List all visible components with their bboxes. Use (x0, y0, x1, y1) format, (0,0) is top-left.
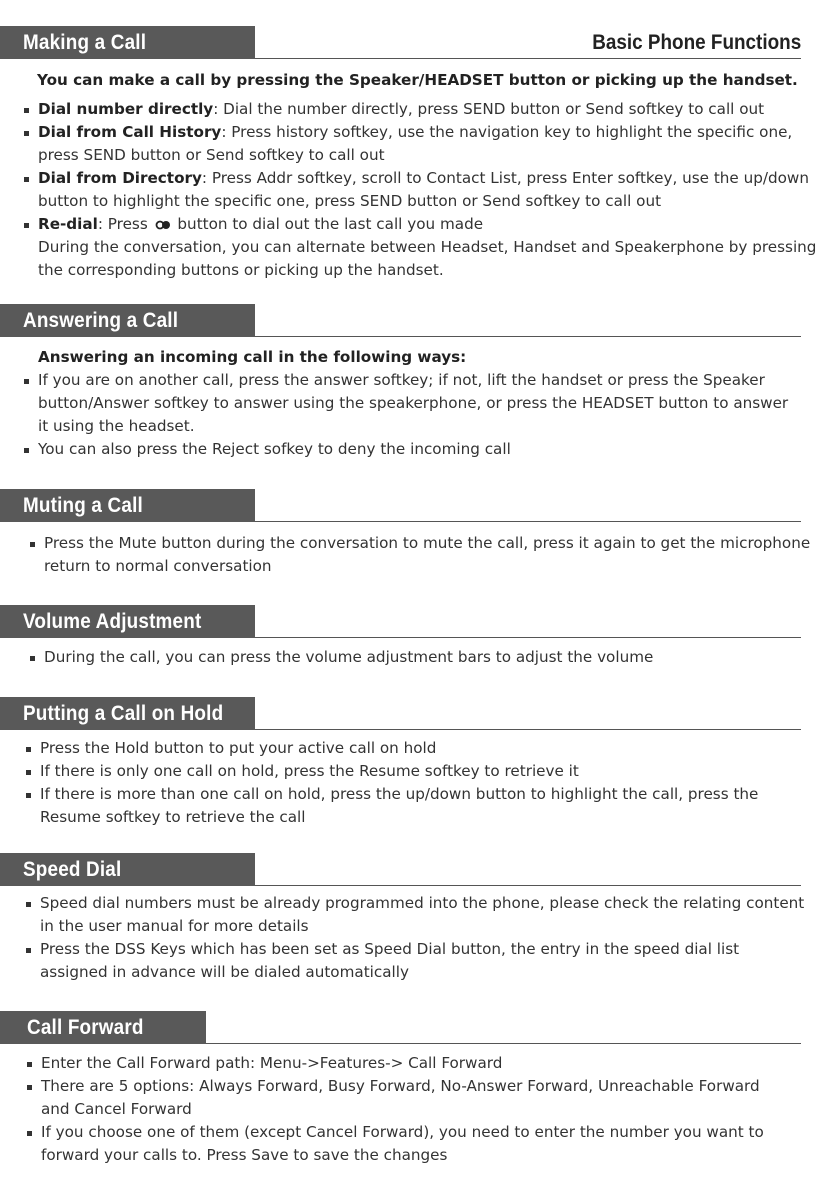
bullet-list (30, 646, 653, 669)
redial-icon (155, 220, 171, 230)
header-rule (255, 336, 801, 337)
list-item: Press the Mute button during the conversation to mute the call, press it again to get the microphone return to normal conversation (30, 532, 810, 578)
list-item: Dial from Call History: Press history softkey, use the navigation key to highlight the specific one, press SEND button or Send softkey to call out (24, 121, 816, 167)
section-header (0, 304, 839, 337)
section-header (0, 1011, 839, 1044)
list-item: Press the DSS Keys which has been set as Speed Dial button, the entry in the speed dial list assigned in advance will be dialed automatically (26, 938, 804, 984)
list-item: You can also press the Reject sofkey to deny the incoming call (24, 438, 788, 461)
list-item: If you choose one of them (except Cancel Forward), you need to enter the number you want to forward your calls to. Press Save to save the changes (27, 1121, 764, 1167)
section-header (0, 697, 839, 730)
list-item: During the call, you can press the volume adjustment bars to adjust the volume (30, 646, 653, 669)
header-rule (255, 729, 801, 730)
section-call-forward (0, 1011, 839, 1164)
header-rule (255, 58, 801, 59)
list-item: Dial number directly: Dial the number directly, press SEND button or Send softkey to call out (24, 98, 816, 121)
list-item: Press the Hold button to put your active call on hold (26, 737, 758, 760)
section-header (0, 853, 839, 886)
header-rule (255, 521, 801, 522)
list-item: If there is only one call on hold, press the Resume softkey to retrieve it (26, 760, 758, 783)
bullet-list (30, 532, 810, 578)
header-rule (206, 1043, 801, 1044)
section-answering-a-call (0, 304, 839, 458)
bullet-list (26, 737, 758, 829)
section-header (0, 26, 839, 59)
section-title-tab: Volume Adjustment (0, 605, 255, 638)
section-volume-adjustment (0, 605, 839, 666)
list-item: If you are on another call, press the answer softkey; if not, lift the handset or press the Speaker button/Answer softkey to answer using the speakerphone, or press the HEADSET button to answer it using the headset. (24, 369, 788, 438)
header-rule (255, 885, 801, 886)
page-heading: Basic Phone Functions (592, 31, 801, 54)
list-item: Enter the Call Forward path: Menu->Features-> Call Forward (27, 1052, 764, 1075)
list-item: There are 5 options: Always Forward, Busy Forward, No-Answer Forward, Unreachable Forward and Cancel Forward (27, 1075, 764, 1121)
section-title-tab: Muting a Call (0, 489, 255, 522)
bullet-list (27, 1052, 764, 1167)
section-title-tab: Making a Call (0, 26, 255, 59)
header-rule (255, 637, 801, 638)
bullet-list (24, 369, 788, 461)
list-item: If there is more than one call on hold, press the up/down button to highlight the call, press the Resume softkey to retrieve the call (26, 783, 758, 829)
section-making-a-call (0, 26, 839, 279)
list-item: Re-dial: Press button to dial out the last call you made During the conversation, you can alternate between Headset, Handset and Speakerphone by pressing the corresponding buttons or picking up the handset. (24, 213, 816, 282)
section-title-tab: Speed Dial (0, 853, 255, 886)
list-item: Speed dial numbers must be already programmed into the phone, please check the relating content in the user manual for more details (26, 892, 804, 938)
section-title-tab: Answering a Call (0, 304, 255, 337)
section-header (0, 605, 839, 638)
list-item: Dial from Directory: Press Addr softkey, scroll to Contact List, press Enter softkey, use the up/down button to highlight the specific one, press SEND button or Send softkey to call out (24, 167, 816, 213)
section-muting-a-call (0, 489, 839, 575)
bullet-list (26, 892, 804, 984)
section-speed-dial (0, 853, 839, 981)
section-title-tab: Putting a Call on Hold (0, 697, 255, 730)
section-header (0, 489, 839, 522)
section-intro: You can make a call by pressing the Speaker/HEADSET button or picking up the handset. (37, 71, 798, 89)
bullet-list (24, 98, 816, 282)
section-intro: Answering an incoming call in the following ways: (38, 348, 467, 366)
section-title-tab: Call Forward (0, 1011, 206, 1044)
section-call-on-hold (0, 697, 839, 826)
